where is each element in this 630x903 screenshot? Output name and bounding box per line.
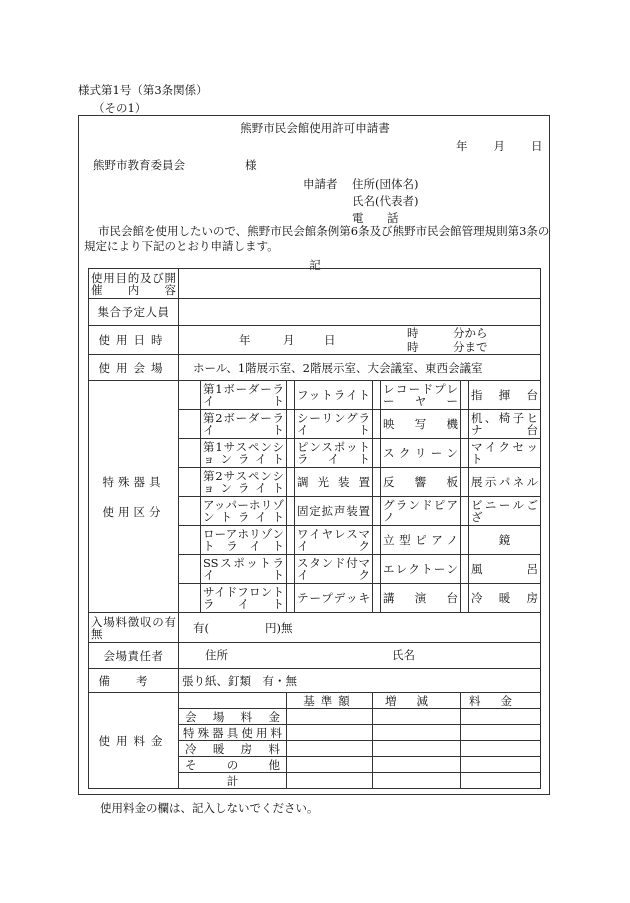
equipment-check[interactable] xyxy=(373,497,381,526)
equipment-check[interactable] xyxy=(179,381,201,410)
equipment-label-line1: 特殊器具 xyxy=(102,474,165,489)
equipment-item: 机、椅子ヒナ台 xyxy=(469,410,541,439)
equipment-check[interactable] xyxy=(461,526,469,555)
equipment-check[interactable] xyxy=(373,584,381,613)
datetime-from: 分から xyxy=(453,326,488,340)
datetime-year: 年 xyxy=(239,333,251,347)
equipment-check[interactable] xyxy=(179,410,201,439)
ki-heading: 記 xyxy=(309,258,321,272)
equipment-item: スクリーン xyxy=(381,439,461,468)
equipment-check[interactable] xyxy=(373,468,381,497)
equipment-item: シーリングライト xyxy=(295,410,373,439)
fee-base-cell[interactable] xyxy=(287,773,373,789)
manager-name-label: 氏名 xyxy=(392,648,415,662)
equipment-item: 立型ピアノ xyxy=(381,526,461,555)
equipment-item: フットライト xyxy=(295,381,373,410)
equipment-check[interactable] xyxy=(287,410,295,439)
equipment-item: 鏡 xyxy=(469,526,541,555)
datetime-field[interactable] xyxy=(179,326,541,355)
notes-label: 備考 xyxy=(89,669,179,693)
admission-label: 入場料徴収の有無 xyxy=(89,613,179,643)
purpose-field[interactable] xyxy=(179,269,541,299)
admission-yes[interactable]: 有( xyxy=(193,620,209,635)
fee-amount-cell[interactable] xyxy=(461,757,541,773)
form-number: 様式第1号（第3条関係） xyxy=(78,83,208,97)
equipment-check[interactable] xyxy=(287,584,295,613)
equipment-item: 講演台 xyxy=(381,584,461,613)
date-day: 日 xyxy=(531,139,543,153)
manager-address-label: 住所 xyxy=(205,648,228,662)
notes-field[interactable]: 張り紙、釘類 有・無 xyxy=(179,669,541,693)
fee-amount-cell[interactable] xyxy=(461,741,541,757)
manager-field[interactable] xyxy=(179,643,541,669)
fee-adjust-cell[interactable] xyxy=(373,773,461,789)
equipment-check[interactable] xyxy=(373,526,381,555)
attendees-field[interactable] xyxy=(179,299,541,326)
venue-label: 使用会場 xyxy=(89,355,179,381)
equipment-item: マイクセット xyxy=(469,439,541,468)
date-year: 年 xyxy=(456,139,468,153)
row-datetime xyxy=(89,326,541,355)
fee-adjust-cell[interactable] xyxy=(373,741,461,757)
applicant-tel-field: 電 話 xyxy=(352,211,405,225)
form-sub-number: （その1） xyxy=(93,101,147,115)
purpose-label: 使用目的及び開催内容 xyxy=(89,269,179,299)
equipment-check[interactable] xyxy=(287,497,295,526)
applicant-address-field: 住所(団体名) xyxy=(352,177,419,191)
datetime-hour-to: 時 xyxy=(407,340,419,354)
equipment-item: 第2ボーダーライト xyxy=(201,410,287,439)
fee-base-cell[interactable] xyxy=(287,709,373,725)
equipment-check[interactable] xyxy=(461,381,469,410)
equipment-check[interactable] xyxy=(287,468,295,497)
admission-field[interactable] xyxy=(179,613,541,643)
footer-note: 使用料金の欄は、記入しないでください。 xyxy=(100,801,319,815)
datetime-month: 月 xyxy=(283,333,295,347)
fee-adjust-cell[interactable] xyxy=(373,757,461,773)
equipment-check[interactable] xyxy=(461,497,469,526)
fee-amount-cell[interactable] xyxy=(461,725,541,741)
row-venue xyxy=(89,355,541,381)
equipment-label-line2: 使用区分 xyxy=(102,504,165,519)
recipient-suffix: 様 xyxy=(245,158,257,172)
equipment-check[interactable] xyxy=(179,526,201,555)
row-manager xyxy=(89,643,541,669)
admission-no[interactable]: 円)無 xyxy=(265,620,293,635)
fee-amount-cell[interactable] xyxy=(461,709,541,725)
equipment-item: 冷暖房 xyxy=(469,584,541,613)
fee-base-cell[interactable] xyxy=(287,741,373,757)
equipment-item: 第1サスペンションライト xyxy=(201,439,287,468)
equipment-check[interactable] xyxy=(373,439,381,468)
fee-total-label: 計 xyxy=(179,773,287,789)
equipment-item: 指揮台 xyxy=(469,381,541,410)
equipment-check[interactable] xyxy=(461,410,469,439)
manager-label: 会場責任者 xyxy=(89,643,179,669)
equipment-item: ピンスポットライト xyxy=(295,439,373,468)
fee-adjust-cell[interactable] xyxy=(373,725,461,741)
equipment-item: スタンド付マイク xyxy=(295,555,373,584)
equipment-check[interactable] xyxy=(373,410,381,439)
equipment-item: 固定拡声装置 xyxy=(295,497,373,526)
fee-col-adjust: 増減 xyxy=(373,693,461,709)
applicant-label: 申請者 xyxy=(303,177,338,191)
applicant-name-field: 氏名(代表者) xyxy=(352,194,419,208)
equipment-check[interactable] xyxy=(179,584,201,613)
fee-item-label: その他 xyxy=(179,757,287,773)
equipment-item: ワイヤレスマイク xyxy=(295,526,373,555)
equipment-label xyxy=(89,381,179,613)
fee-item-label: 冷暖房料 xyxy=(179,741,287,757)
equipment-item: ビニールござ xyxy=(469,497,541,526)
application-statement: 市民会館を使用したいので、熊野市民会館条例第6条及び熊野市民会館管理規則第3条の規定により下記のとおり申請します。 xyxy=(84,224,550,253)
document-title: 熊野市民会館使用許可申請書 xyxy=(240,121,390,135)
recipient: 熊野市教育委員会 xyxy=(93,158,185,172)
equipment-item: 第2サスペンションライト xyxy=(201,468,287,497)
fee-col-amount: 料金 xyxy=(461,693,541,709)
equipment-item: エレクトーン xyxy=(381,555,461,584)
venue-options[interactable]: ホール、1階展示室、2階展示室、大会議室、東西会議室 xyxy=(179,355,541,381)
equipment-item: 調光装置 xyxy=(295,468,373,497)
equipment-item: 第1ボーダーライト xyxy=(201,381,287,410)
datetime-day: 日 xyxy=(324,333,336,347)
equipment-check[interactable] xyxy=(287,555,295,584)
equipment-check[interactable] xyxy=(461,584,469,613)
equipment-item: SSスポットライト xyxy=(201,555,287,584)
equipment-check[interactable] xyxy=(287,381,295,410)
equipment-check[interactable] xyxy=(287,526,295,555)
row-notes xyxy=(89,669,541,693)
equipment-check[interactable] xyxy=(179,555,201,584)
fee-item-label: 特殊器具使用料 xyxy=(179,725,287,741)
equipment-item: 反響板 xyxy=(381,468,461,497)
attendees-label: 集合予定人員 xyxy=(89,299,179,326)
equipment-item: 展示パネル xyxy=(469,468,541,497)
fee-col-base: 基準額 xyxy=(287,693,373,709)
equipment-check[interactable] xyxy=(373,555,381,584)
fees-header-row xyxy=(89,693,541,709)
equipment-check[interactable] xyxy=(461,555,469,584)
date-month: 月 xyxy=(493,139,505,153)
equipment-item: グランドピアノ xyxy=(381,497,461,526)
equipment-item: ローアホリゾントライト xyxy=(201,526,287,555)
row-attendees xyxy=(89,299,541,326)
row-admission xyxy=(89,613,541,643)
fee-adjust-cell[interactable] xyxy=(373,709,461,725)
datetime-label: 使用日時 xyxy=(89,326,179,355)
equipment-item: テープデッキ xyxy=(295,584,373,613)
datetime-to: 分まで xyxy=(453,340,488,354)
equipment-item: サイドフロントライト xyxy=(201,584,287,613)
equipment-item: アッパーホリゾントライト xyxy=(201,497,287,526)
fee-base-cell[interactable] xyxy=(287,725,373,741)
equipment-item: レコードプレーヤー xyxy=(381,381,461,410)
datetime-hour-from: 時 xyxy=(407,326,419,340)
date-line xyxy=(456,138,543,154)
equipment-item: 映写機 xyxy=(381,410,461,439)
equipment-item: 風呂 xyxy=(469,555,541,584)
equipment-check[interactable] xyxy=(179,468,201,497)
equipment-check[interactable] xyxy=(179,497,201,526)
equipment-check[interactable] xyxy=(373,381,381,410)
fee-amount-cell[interactable] xyxy=(461,773,541,789)
fees-header-blank xyxy=(179,693,287,709)
row-purpose xyxy=(89,269,541,299)
fees-label: 使用料金 xyxy=(89,693,179,789)
equipment-check[interactable] xyxy=(287,439,295,468)
equipment-row xyxy=(89,381,541,410)
application-table xyxy=(88,268,541,789)
equipment-check[interactable] xyxy=(179,439,201,468)
equipment-check[interactable] xyxy=(461,468,469,497)
fee-item-label: 会場料金 xyxy=(179,709,287,725)
equipment-check[interactable] xyxy=(461,439,469,468)
fee-base-cell[interactable] xyxy=(287,757,373,773)
